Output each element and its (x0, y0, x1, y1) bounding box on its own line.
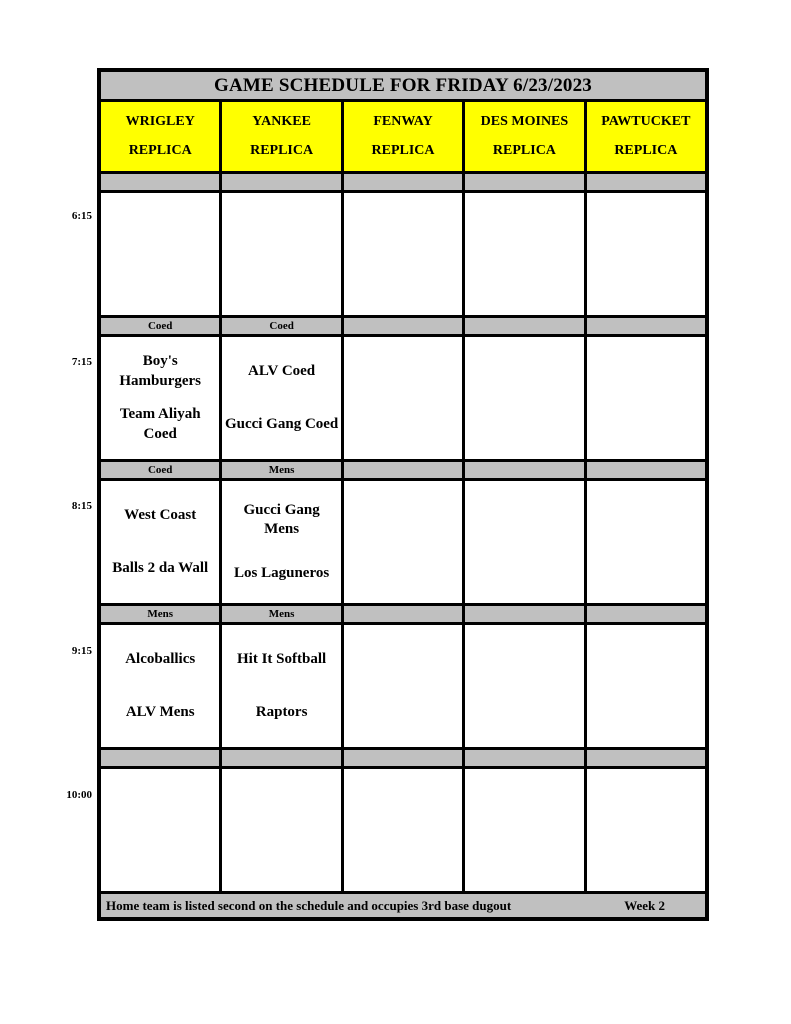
field-header-des-moines (465, 102, 583, 171)
game-cell (101, 769, 219, 891)
game-type-label: Mens (222, 606, 340, 622)
field-name: FENWAY (373, 114, 433, 130)
game-type-label (587, 462, 705, 478)
game-row-715 (101, 337, 705, 459)
game-type-label (101, 750, 219, 766)
footer-note: Home team is listed second on the schedule and occupies 3rd base dugout (106, 897, 512, 913)
field-header-pawtucket (587, 102, 705, 171)
footer-row (101, 894, 705, 917)
away-team: Boy's Hamburgers (119, 353, 202, 389)
home-team: Balls 2 da Wall (112, 559, 209, 576)
schedule-table (97, 68, 709, 921)
home-team: Gucci Gang Coed (224, 415, 339, 432)
game-cell (101, 193, 219, 315)
band-row-1000 (101, 750, 705, 766)
game-type-label (465, 750, 583, 766)
game-cell (222, 481, 340, 603)
away-team: Hit It Softball (237, 650, 327, 667)
week-label: Week 2 (624, 897, 665, 913)
game-cell (587, 769, 705, 891)
game-cell (222, 337, 340, 459)
time-label: 8:15 (71, 500, 92, 512)
game-type-label (222, 174, 340, 190)
field-subname: REPLICA (250, 142, 314, 158)
game-row-915 (101, 625, 705, 747)
game-cell (344, 193, 462, 315)
away-team: Gucci Gang Mens (243, 501, 320, 538)
game-cell (465, 337, 583, 459)
game-type-label: Coed (222, 318, 340, 334)
game-type-label (344, 750, 462, 766)
game-cell (465, 625, 583, 747)
field-subname: REPLICA (128, 142, 192, 158)
game-type-label (465, 462, 583, 478)
game-cell (222, 193, 340, 315)
game-cell (587, 625, 705, 747)
game-type-label (587, 318, 705, 334)
game-type-label (587, 606, 705, 622)
game-row-1000 (101, 769, 705, 891)
game-type-label (344, 462, 462, 478)
game-type-label (465, 318, 583, 334)
game-cell (465, 481, 583, 603)
time-label: 9:15 (71, 645, 92, 657)
game-cell (222, 625, 340, 747)
game-type-label: Coed (101, 318, 219, 334)
game-cell (101, 481, 219, 603)
field-name: PAWTUCKET (601, 114, 691, 130)
game-type-label (587, 750, 705, 766)
game-cell (344, 769, 462, 891)
time-label: 10:00 (66, 789, 92, 801)
game-type-label: Mens (222, 462, 340, 478)
home-team: Raptors (255, 703, 308, 720)
game-type-label (344, 318, 462, 334)
game-type-label: Coed (101, 462, 219, 478)
game-cell (465, 193, 583, 315)
game-cell (587, 337, 705, 459)
game-type-label (222, 750, 340, 766)
band-row-915 (101, 606, 705, 622)
home-team: Los Laguneros (234, 564, 330, 581)
game-type-label (465, 174, 583, 190)
game-cell (344, 481, 462, 603)
game-row-815 (101, 481, 705, 603)
field-name: YANKEE (252, 114, 311, 130)
time-label: 7:15 (71, 356, 92, 368)
game-cell (344, 337, 462, 459)
field-header-yankee (222, 102, 340, 171)
schedule-title: GAME SCHEDULE FOR FRIDAY 6/23/2023 (101, 72, 705, 99)
away-team: Alcoballics (125, 650, 196, 667)
field-header-row (101, 102, 705, 171)
field-name: WRIGLEY (125, 114, 195, 130)
game-cell (465, 769, 583, 891)
game-type-label (587, 174, 705, 190)
game-cell (101, 337, 219, 459)
footer-bar (101, 894, 705, 917)
field-subname: REPLICA (614, 142, 678, 158)
band-row-615 (101, 174, 705, 190)
time-label: 6:15 (71, 210, 92, 222)
game-cell (101, 625, 219, 747)
away-team: ALV Coed (248, 362, 316, 379)
game-type-label (344, 174, 462, 190)
field-subname: REPLICA (492, 142, 556, 158)
home-team: ALV Mens (125, 703, 195, 720)
game-cell (587, 193, 705, 315)
field-header-wrigley (101, 102, 219, 171)
game-cell (587, 481, 705, 603)
game-row-615 (101, 193, 705, 315)
game-cell (344, 625, 462, 747)
game-cell (222, 769, 340, 891)
title-row (101, 72, 705, 99)
field-subname: REPLICA (371, 142, 435, 158)
home-team: Team Aliyah Coed (119, 406, 201, 442)
game-type-label (465, 606, 583, 622)
band-row-815 (101, 462, 705, 478)
game-type-label (101, 174, 219, 190)
field-header-fenway (344, 102, 462, 171)
game-type-label (344, 606, 462, 622)
band-row-715 (101, 318, 705, 334)
field-name: DES MOINES (480, 114, 569, 130)
game-type-label: Mens (101, 606, 219, 622)
away-team: West Coast (124, 506, 197, 523)
